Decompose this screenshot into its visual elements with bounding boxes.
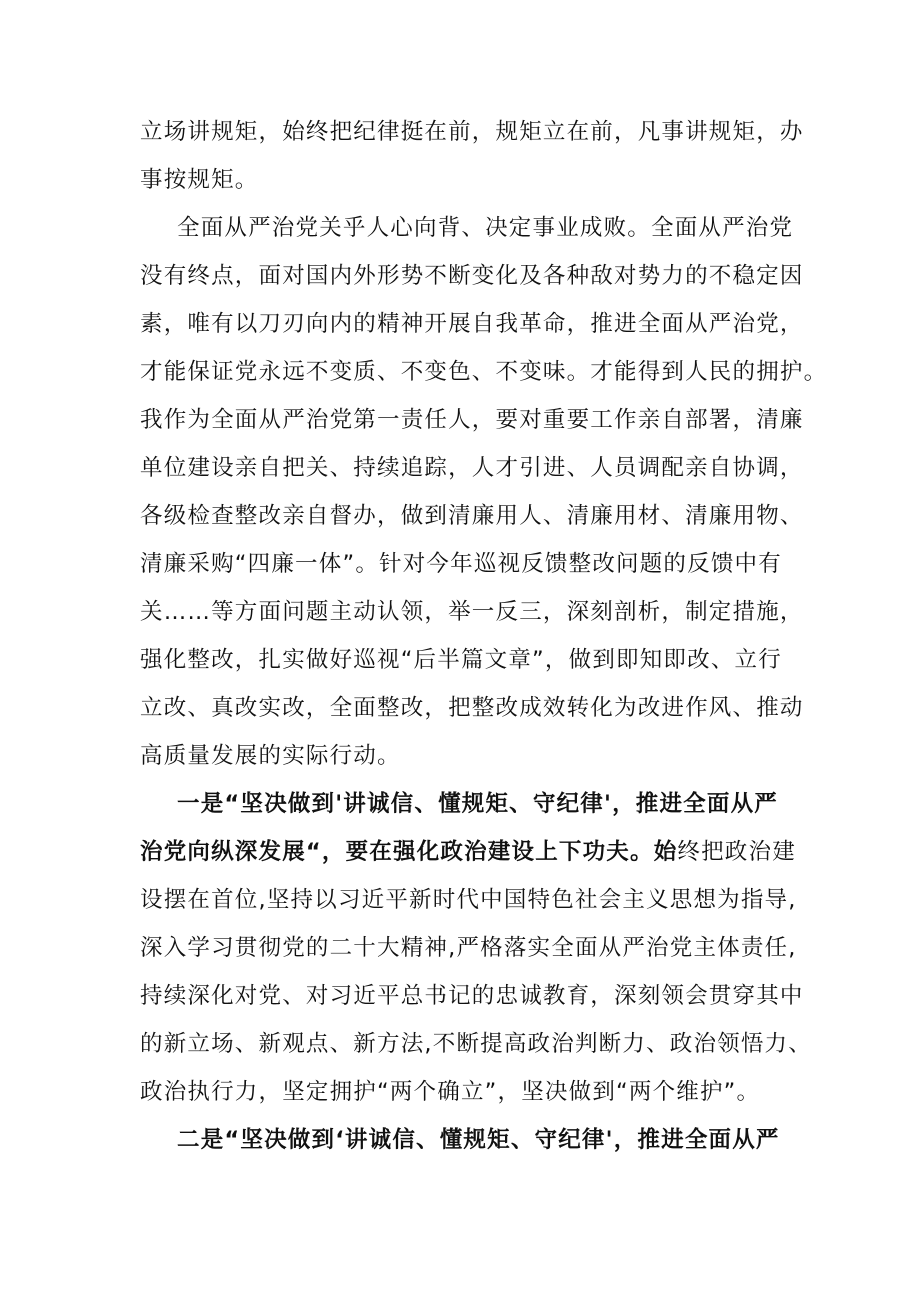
- bold-heading-line: 二是“坚决做到‘讲诚信、懂规矩、守纪律'，推进全面从严: [177, 1127, 780, 1153]
- bold-heading-text: 始: [653, 839, 678, 865]
- text-line: 全面从严治党关乎人心向背、决定事业成败。全面从严治党: [177, 215, 794, 241]
- text-line: 单位建设亲自把关、持续追踪，人才引进、人员调配亲自协调，: [140, 455, 804, 481]
- text-line: 我作为全面从严治党第一责任人，要对重要工作亲自部署，清廉: [140, 407, 804, 433]
- text-line: 清廉采购“四廉一体”。针对今年巡视反馈整改问题的反馈中有: [140, 551, 782, 577]
- text-line: 各级检查整改亲自督办，做到清廉用人、清廉用材、清廉用物、: [140, 503, 804, 529]
- text-line: 关……等方面问题主动认领，举一反三，深刻剖析，制定措施，: [140, 599, 804, 625]
- text-line: 深入学习贯彻党的二十大精神,严格落实全面从严治党主体责任,: [140, 935, 797, 961]
- text-line: 的新立场、新观点、新方法,不断提高政治判断力、政治领悟力、: [140, 1031, 812, 1057]
- text-line-mixed: [140, 828, 796, 876]
- paragraph-continuation: [140, 108, 804, 204]
- text-line: 事按规矩。: [140, 167, 259, 193]
- paragraph-responsibility: [140, 204, 828, 780]
- text-line: 立改、真改实改，全面整改，把整改成效转化为改进作风、推动: [140, 695, 804, 721]
- paragraph-point-two: [140, 1116, 780, 1164]
- bold-heading-text: 治党向纵深发展“，要在强化政治建设上下功夫。: [140, 839, 654, 865]
- text-line: 政治执行力，坚定拥护“两个确立”，坚决做到“两个维护”。: [140, 1079, 761, 1105]
- text-line: 素，唯有以刀刃向内的精神开展自我革命，推进全面从严治党，: [140, 311, 804, 337]
- text-line: 设摆在首位,坚持以习近平新时代中国特色社会主义思想为指导,: [140, 887, 797, 913]
- body-text: 终把政治建: [677, 839, 796, 865]
- text-line: 持续深化对党、对习近平总书记的忠诚教育，深刻领会贯穿其中: [140, 983, 804, 1009]
- bold-heading-line: 一是“坚决做到'讲诚信、懂规矩、守纪律'，推进全面从严: [177, 791, 778, 817]
- text-line: 强化整改，扎实做好巡视“后半篇文章”，做到即知即改、立行: [140, 647, 782, 673]
- text-line: 高质量发展的实际行动。: [140, 743, 401, 769]
- text-line: 没有终点，面对国内外形势不断变化及各种敌对势力的不稳定因: [140, 263, 804, 289]
- text-line: 才能保证党永远不变质、不变色、不变味。才能得到人民的拥护。: [140, 359, 828, 385]
- text-line: 立场讲规矩，始终把纪律挺在前，规矩立在前，凡事讲规矩，办: [140, 119, 804, 145]
- paragraph-point-one: [140, 780, 812, 1116]
